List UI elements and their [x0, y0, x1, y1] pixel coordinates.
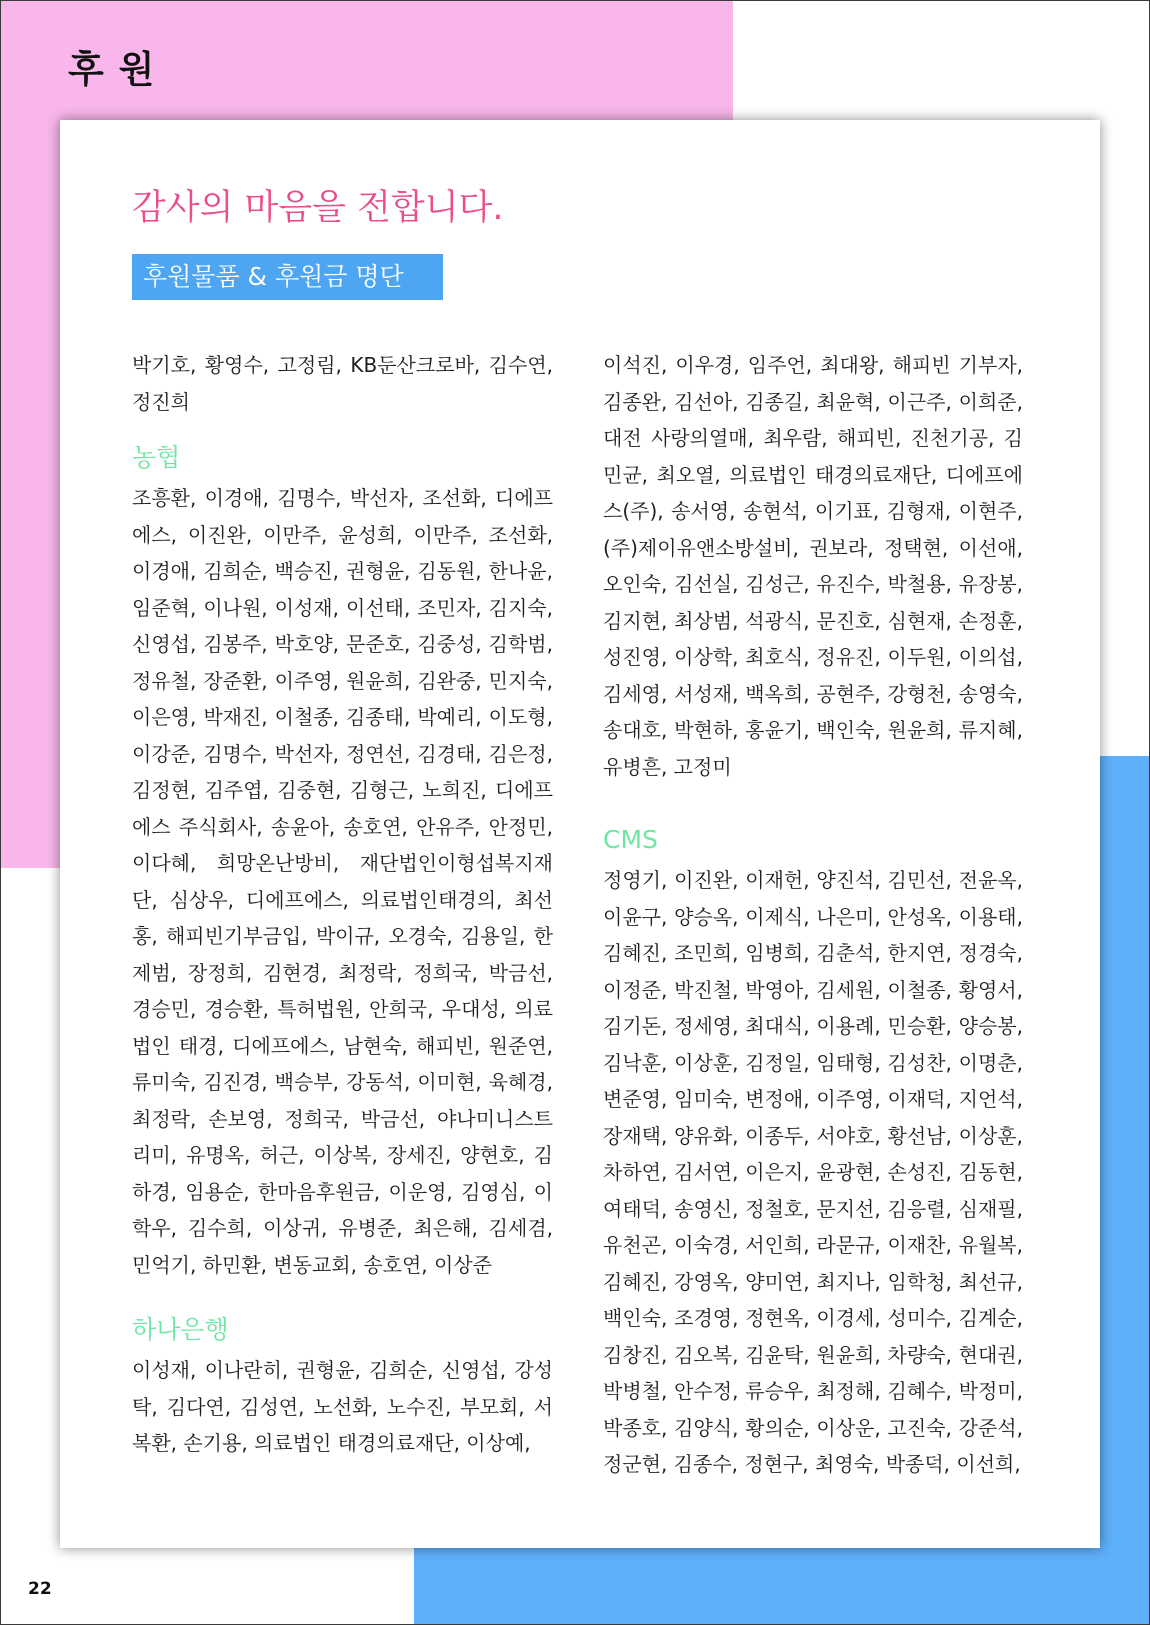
- donor-names-line: 최정락, 손보영, 정희국, 박금선, 야나미니스트: [132, 1106, 553, 1131]
- donor-names-line: 정진희: [132, 389, 190, 414]
- donor-group: [132, 440, 553, 1283]
- thanks-heading: 감사의 마음을 전합니다.: [132, 188, 504, 228]
- donor-names-line: 김종완, 김선아, 김종길, 최윤혁, 이근주, 이희준,: [603, 389, 1023, 414]
- donor-names-line: 김창진, 김오복, 김윤탁, 원윤희, 차량숙, 현대권,: [603, 1342, 1023, 1367]
- donor-group: [603, 822, 1023, 1483]
- donor-names-line: 김혜진, 강영옥, 양미연, 최지나, 임학청, 최선규,: [603, 1269, 1023, 1294]
- donor-names-line: 김낙훈, 이상훈, 김정일, 임태형, 김성찬, 이명춘,: [603, 1050, 1023, 1075]
- donor-names-line: 에스, 이진완, 이만주, 윤성희, 이만주, 조선화,: [132, 522, 553, 547]
- donor-names-line: 김혜진, 조민희, 임병희, 김춘석, 한지연, 정경숙,: [603, 941, 1023, 965]
- donor-names-line: 김정현, 김주엽, 김중현, 김형근, 노희진, 디에프: [132, 778, 553, 802]
- donor-names-line: (주)제이유앤소방설비, 권보라, 정택현, 이선애,: [603, 535, 1023, 560]
- donor-names-line: 이은영, 박재진, 이철종, 김종태, 박예리, 이도형,: [132, 705, 553, 729]
- group-title: 하나은행: [132, 1315, 229, 1344]
- donor-names-line: 에스 주식회사, 송윤아, 송호연, 안유주, 안정민,: [132, 814, 553, 839]
- donor-names-line: 정유철, 장준환, 이주영, 원윤희, 김완중, 민지숙,: [132, 668, 553, 693]
- donor-names-line: 스(주), 송서영, 송현석, 이기표, 김형재, 이현주,: [603, 499, 1023, 523]
- donor-names-line: 이정준, 박진철, 박영아, 김세원, 이철종, 황영서,: [603, 977, 1023, 1002]
- donor-names-line: 김세영, 서성재, 백옥희, 공현주, 강형천, 송영숙,: [603, 681, 1023, 706]
- donor-list-card: [60, 120, 1100, 1548]
- donor-names-line: 경승민, 경승환, 특허법원, 안희국, 우대성, 의료: [132, 997, 553, 1021]
- donor-names-line: 차하연, 김서연, 이은지, 윤광현, 손성진, 김동현,: [603, 1160, 1023, 1184]
- donor-names-line: 유천곤, 이숙경, 서인희, 라문규, 이재찬, 유월복,: [603, 1233, 1023, 1257]
- donor-names-line: 탁, 김다연, 김성연, 노선화, 노수진, 부모회, 서: [132, 1394, 553, 1419]
- donor-names-line: 장재택, 양유화, 이종두, 서야호, 황선남, 이상훈,: [603, 1123, 1023, 1148]
- section-title: 후 원: [68, 48, 156, 91]
- donor-list-label: 후원물품 & 후원금 명단: [132, 254, 443, 300]
- donor-names-line: 박기호, 황영수, 고정림, KB둔산크로바, 김수연,: [132, 353, 553, 377]
- donor-names-line: 민억기, 하민환, 변동교회, 송호연, 이상준: [132, 1252, 492, 1277]
- donor-names-line: 백인숙, 조경영, 정현옥, 이경세, 성미수, 김계순,: [603, 1306, 1023, 1330]
- donor-names-line: 하경, 임용순, 한마음후원금, 이운영, 김영심, 이: [132, 1179, 553, 1204]
- donor-names-line: 이성재, 이나란히, 권형윤, 김희순, 신영섭, 강성: [132, 1358, 553, 1382]
- donor-names-line: 여태덕, 송영신, 정철호, 문지선, 김응렬, 심재필,: [603, 1196, 1023, 1221]
- donor-names-line: 박병철, 안수정, 류승우, 최정해, 김혜수, 박정미,: [603, 1379, 1023, 1403]
- donor-group: [132, 1312, 553, 1462]
- donor-names-line: 김기돈, 정세영, 최대식, 이용례, 민승환, 양승봉,: [603, 1014, 1023, 1038]
- right-column: [603, 347, 1023, 1483]
- donor-names-line: 정영기, 이진완, 이재헌, 양진석, 김민선, 전윤옥,: [603, 868, 1023, 892]
- donor-names-line: 신영섭, 김봉주, 박호양, 문준호, 김중성, 김학범,: [132, 632, 553, 656]
- donor-names-line: 단, 심상우, 디에프에스, 의료법인태경의, 최선: [132, 887, 553, 912]
- donor-names-line: 대전 사랑의열매, 최우람, 해피빈, 진천기공, 김: [603, 426, 1023, 450]
- donor-names-line: 박종호, 김양식, 황의순, 이상운, 고진숙, 강준석,: [603, 1415, 1023, 1440]
- donor-group: [132, 347, 553, 420]
- donor-names-line: 정군현, 김종수, 정현구, 최영숙, 박종덕, 이선희,: [603, 1452, 1021, 1476]
- donor-names-line: 조흥환, 이경애, 김명수, 박선자, 조선화, 디에프: [132, 486, 553, 510]
- donor-names-line: 류미숙, 김진경, 백승부, 강동석, 이미현, 육혜경,: [132, 1070, 553, 1094]
- donor-names-line: 김지현, 최상범, 석광식, 문진호, 심현재, 손정훈,: [603, 608, 1023, 633]
- donor-names-line: 임준혁, 이나원, 이성재, 이선태, 조민자, 김지숙,: [132, 595, 553, 620]
- left-column: [132, 347, 553, 1462]
- donor-names-line: 리미, 유명옥, 허근, 이상복, 장세진, 양현호, 김: [132, 1143, 553, 1167]
- donor-names-line: 제범, 장정희, 김현경, 최정락, 정희국, 박금선,: [132, 960, 553, 985]
- donor-group: [603, 347, 1023, 785]
- donor-names-line: 홍, 해피빈기부금입, 박이규, 오경숙, 김용일, 한: [132, 924, 553, 948]
- donor-names-line: 변준영, 임미숙, 변정애, 이주영, 이재덕, 지언석,: [603, 1087, 1023, 1111]
- donor-names-line: 이강준, 김명수, 박선자, 정연선, 김경태, 김은정,: [132, 741, 553, 766]
- donor-names-line: 이석진, 이우경, 임주언, 최대왕, 해피빈 기부자,: [603, 353, 1023, 377]
- donor-names-line: 이윤구, 양승옥, 이제식, 나은미, 안성옥, 이용태,: [603, 904, 1023, 929]
- donor-names-line: 성진영, 이상학, 최호식, 정유진, 이두원, 이의섭,: [603, 645, 1023, 669]
- donor-names-line: 송대호, 박현하, 홍윤기, 백인숙, 원윤희, 류지혜,: [603, 718, 1023, 742]
- page-number: 22: [28, 1579, 52, 1599]
- donor-names-line: 이다혜, 희망온난방비, 재단법인이형섭복지재: [132, 851, 553, 875]
- donor-names-line: 법인 태경, 디에프에스, 남현숙, 해피빈, 원준연,: [132, 1033, 553, 1058]
- donor-names-line: 유병흔, 고정미: [603, 754, 732, 779]
- donor-names-line: 이경애, 김희순, 백승진, 권형윤, 김동원, 한나윤,: [132, 559, 553, 583]
- group-title: CMS: [603, 825, 658, 854]
- donor-names-line: 민균, 최오열, 의료법인 태경의료재단, 디에프에: [603, 462, 1023, 487]
- donor-names-line: 오인숙, 김선실, 김성근, 유진수, 박철용, 유장봉,: [603, 572, 1023, 596]
- donor-names-line: 학우, 김수희, 이상귀, 유병준, 최은해, 김세겸,: [132, 1216, 553, 1240]
- group-title: 농협: [132, 443, 181, 472]
- donor-names-line: 복환, 손기용, 의료법인 태경의료재단, 이상예,: [132, 1431, 531, 1455]
